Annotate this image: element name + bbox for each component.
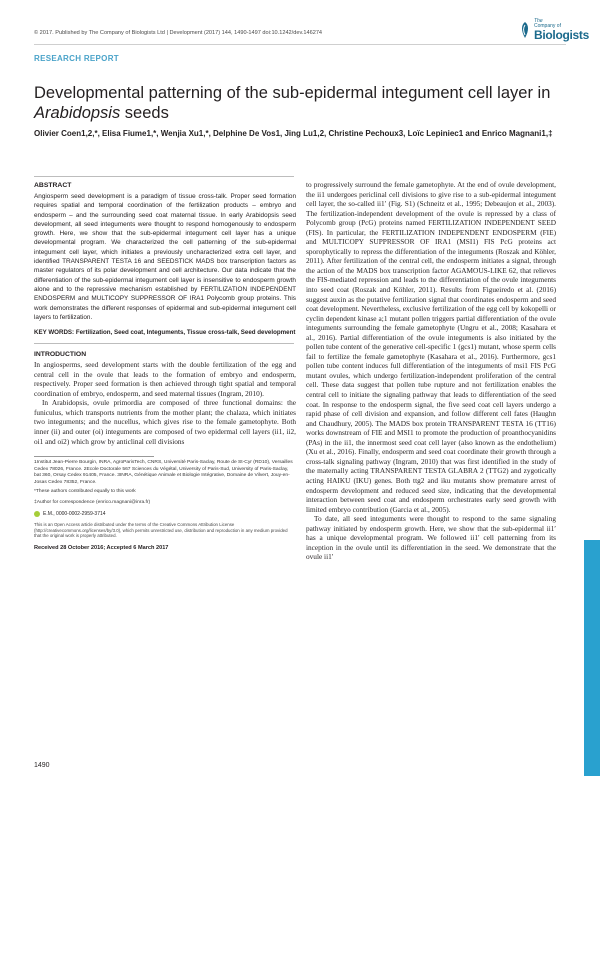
development-sidebar-band: [584, 540, 600, 776]
received-accepted-dates: Received 28 October 2016; Accepted 6 March 2017: [34, 545, 169, 552]
journal-citation-line: © 2017. Published by The Company of Biologists Ltd | Development (2017) 144, 1490-1497 doi:10.1242/dev.146274: [34, 30, 323, 36]
equal-contribution-note: *These authors contributed equally to this work: [34, 489, 136, 495]
right-column-text: [306, 180, 556, 562]
orcid-id[interactable]: E.M., 0000-0002-2959-3714: [43, 510, 106, 517]
keywords: KEY WORDS: Fertilization, Seed coat, Integuments, Tissue cross-talk, Seed development: [34, 329, 296, 337]
author-list: Olivier Coen1,2,*, Elisa Fiume1,*, Wenjia Xu1,*, Delphine De Vos1, Jing Lu1,2, Christine Pechoux3, Loïc Lepiniec1 and Enrico Magnani1,‡: [34, 129, 553, 138]
article-title: Developmental patterning of the sub-epidermal integument cell layer in Arabidopsis seeds: [34, 84, 551, 122]
page-number: 1490: [34, 762, 50, 769]
license-text: This is an Open Access article distributed under the terms of the Creative Commons Attribution License (http://creativecommons.org/licenses/by/3.0), which permits unrestricted use, distribution and reproduction in any medium provided that the original work is properly attributed.: [34, 521, 288, 539]
company-of-biologists-logo-icon: [518, 21, 532, 39]
logo-text-company: Company of: [534, 23, 561, 29]
logo-text-the: The: [534, 18, 543, 24]
affiliations-footnote: 1Institut Jean-Pierre Bourgin, INRA, AgroParisTech, CNRS, Université Paris-Saclay, Route de St-Cyr (RD10), Versailles Cedex 78026, France. 2Ecole Doctorale 567 Sciences du Végétal, University of Paris-Sud, University of Paris-Saclay, bat 360, Orsay Cedex 91405, France. 3INRA, Génétique Animale et Biologie Intégrative, Domaine de Vilvert, Jouy-en-Josas Cedex 78352, France.: [34, 460, 293, 485]
intro-paragraph-2: In Arabidopsis, ovule primordia are composed of three functional domains: the funiculus, which transports nutrients from the mother plant; the chalaza, which initiates two integuments; and the nucellus, which gives rise to the female gametophyte. Both inner (ii) and outer (oi) integuments are composed of two epidermal cell layers (ii1, ii2, oi1 and oi2) which grow by anticlinal cell divisions: [34, 398, 296, 446]
intro-paragraph-1: In angiosperms, seed development starts with the double fertilization of the egg and central cell in the ovule that leads to the formation of embryo and endosperm, respectively. Proper seed formation is then achieved through tight spatial and temporal coordination of embryo, endosperm, and seed maternal tissues (Ingram, 2010).: [34, 360, 296, 398]
article-type-label: RESEARCH REPORT: [34, 54, 119, 63]
abstract-heading: ABSTRACT: [34, 182, 72, 189]
right-paragraph-1: to progressively surround the female gametophyte. At the end of ovule development, the ii1 undergoes periclinal cell divisions to give rise to a sub-epidermal integument cell layer, the so-called ii1′ (Fig. S1) (Schneitz et al., 1995; Debeaujon et al., 2003). The fertilization-independent development of the ovule is repressed by a class of Polycomb group (PcG) proteins named FERTILIZATION INDEPENDENT SEED (FIS). In particular, the FERTILIZATION INDEPENDENT ENDOSPERM (FIE) and MULTICOPY SUPPRESSOR OF IRA1 (MSI1) FIS PcG proteins act sporophytically to repress the differentiation of the integuments (Roszak and Köhler, 2011). After fertilization of the central cell, the endosperm initiates a signal, through the action of the MADS box transcription factor AGAMOUS-LIKE 62, that relieves the FIS-mediated repression and leads to the differentiation of the ovule integuments into seed coat (Roszak and Köhler, 2011). Results from Figueiredo et al. (2016) suggest auxin as the putative fertilization signal that coordinates endosperm and seed coat development. Nevertheless, exclusive fertilization of the egg cell by kokopelli or cyclin dependent kinase a;1 mutant pollen triggers partial differentiation of the ovule integuments surrounding the female gametophyte (Ungru et al., 2008; Kasahara et al., 2016). Partial differentiation of the ovule integuments is also initiated by the pollen tube content of the generative cell-specific 1 (gcs1) mutant, whose sperm cells fail to fertilize the female gametophyte (Kasahara et al., 2016). Furthermore, gcs1 pollen tube content induces full differentiation of the integuments of msi1 FIS PcG mutant ovules, which undergo fertilization-independent proliferation of the central cell. These data suggest that pollen tube rupture and not fertilization enables the central cell to initiate the signaling pathway that leads to differentiation of the seed coat. In response to the endosperm signal, the five seed coat cell layers undergo a rapid phase of cell division and expansion, and follow different cell fates (Haughn and Chaudhury, 2005). The MADS box protein TRANSPARENT TESTA 16 (TT16) works downstream of FIE and MSI1 to promote the production of proanthocyanidins (PAs) in the ii1, the innermost seed coat cell layer (also known as the endothelium) (Xu et al., 2016). Finally, endosperm and seed coat coordinate their growth through a cross-talk signaling pathway (Ingram, 2010) that was first identified in the study of the maternally acting TRANSPARENT TESTA GLABRA 2 (TTG2) and zygotically acting HAIKU (IKU) genes. Both ttg2 and iku mutants show premature arrest of endosperm development and reduced seed size, indicating that the developmental interaction between seed coat and endosperm orchestrates early seed growth with limited embryo contribution (Garcia et al., 2005).: [306, 180, 556, 514]
development-sidebar-label: DEVELOPMENT: [599, 880, 610, 970]
correspondence-note: ‡Author for correspondence (enrico.magnani@inra.fr): [34, 500, 151, 506]
publisher-logo: [516, 18, 590, 44]
introduction-text: [34, 360, 296, 446]
introduction-heading: INTRODUCTION: [34, 351, 87, 359]
keywords-divider: [34, 343, 294, 344]
orcid-line: [34, 511, 296, 517]
orcid-icon: [34, 511, 40, 517]
right-column: [306, 180, 556, 562]
footnote-divider: [34, 456, 154, 457]
header-divider: [34, 44, 566, 45]
abstract-text: Angiosperm seed development is a paradigm of tissue cross-talk. Proper seed formation requires spatial and temporal coordination of the fertilization products – embryo and endosperm – and the surrounding seed coat maternal tissue. In early Arabidopsis seed development, all seed integuments were thought to respond homogenously to endosperm growth. Here, we show that the sub-epidermal integument cell layer has a unique developmental program. We characterized the cell patterning of the sub-epidermal integument cell layer, which initiates a previously uncharacterized extra cell layer, and identified TRANSPARENT TESTA 16 and SEEDSTICK MADS box transcription factors as master regulators of its polar development and cell architecture. Our data indicate that the differentiation of the sub-epidermal integument cell layer is insensitive to endosperm growth alone and to the repressive mechanism established by FERTILIZATION INDEPENDENT ENDOSPERM and MULTICOPY SUPPRESSOR OF IRA1 Polycomb group proteins. This work demonstrates the different responses of epidermal and sub-epidermal integument cell layers to fertilization.: [34, 193, 296, 321]
left-column: [34, 182, 296, 551]
abstract-top-divider: [34, 176, 294, 177]
right-paragraph-2: To date, all seed integuments were thought to respond to the same signaling pathway initiated by endosperm growth. Here, we show that the sub-epidermal ii1′ has a unique developmental program. We followed ii1′ cell patterning from its inception in the ovule until its differentiation in the seed. We demonstrate that the ovule ii1′: [306, 514, 556, 562]
logo-text-biologists: Biologists: [534, 28, 590, 42]
